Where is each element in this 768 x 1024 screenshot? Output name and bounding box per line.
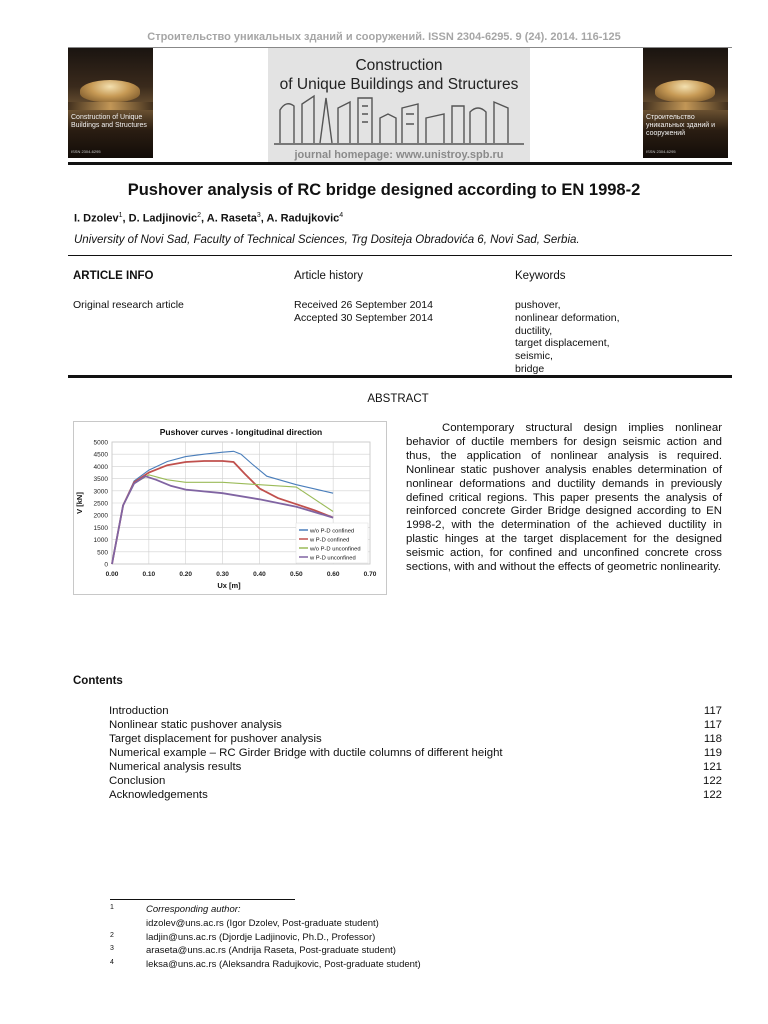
toc-entry[interactable]: Numerical analysis results 121 bbox=[109, 761, 722, 773]
article-history-heading: Article history bbox=[294, 270, 364, 282]
chart-title: Pushover curves - longitudinal direction bbox=[159, 427, 323, 437]
footnote-rule bbox=[110, 899, 295, 900]
footnote-email[interactable]: ladjin@uns.ac.rs (Djordje Ladjinovic, Ph.D., Professor) bbox=[146, 931, 376, 943]
keyword: pushover, bbox=[515, 299, 561, 311]
footnote-email[interactable]: idzolev@uns.ac.rs (Igor Dzolev, Post-graduate student) bbox=[146, 917, 379, 929]
x-tick-label: 0.10 bbox=[142, 571, 156, 578]
toc-entry[interactable]: Target displacement for pushover analysis 118 bbox=[109, 733, 722, 745]
journal-title bbox=[268, 56, 530, 94]
y-tick-label: 3000 bbox=[93, 488, 108, 496]
y-tick-label: 5000 bbox=[93, 439, 108, 447]
affiliation: University of Novi Sad, Faculty of Technical Sciences, Trg Dositeja Obradovića 6, Novi Sad, Serbia. bbox=[74, 234, 580, 246]
x-tick-label: 0.60 bbox=[326, 571, 340, 578]
legend-label: w P-D confined bbox=[310, 537, 350, 544]
accepted-date: Accepted 30 September 2014 bbox=[294, 311, 433, 324]
legend-label: w P-D unconfined bbox=[310, 555, 356, 562]
received-date: Received 26 September 2014 bbox=[294, 299, 433, 311]
keyword: ductility, bbox=[515, 324, 553, 337]
cover-left-text: Construction of Unique Buildings and Structures bbox=[71, 114, 147, 129]
pushover-chart-svg bbox=[74, 422, 386, 594]
author-list: I. Dzolev$^1$, D. Ladjinovic$^2$, A. Raseta$^3$, A. Radujkovic$^4$ bbox=[74, 212, 344, 225]
journal-title-line2: of Unique Buildings and Structures bbox=[279, 76, 519, 93]
header-bottom-rule bbox=[68, 162, 732, 165]
keyword: seismic, bbox=[515, 350, 553, 363]
y-tick-label: 4500 bbox=[93, 451, 108, 459]
x-tick-label: 0.00 bbox=[105, 571, 119, 578]
toc-entry[interactable]: Numerical example – RC Girder Bridge with ductile columns of different height 119 bbox=[109, 747, 722, 759]
author: I. Dzolev bbox=[74, 212, 119, 225]
y-tick-label: 500 bbox=[97, 549, 108, 557]
corresponding-author-label: Corresponding author: bbox=[146, 904, 241, 915]
journal-citation: Строительство уникальных зданий и сооружений. ISSN 2304-6295. 9 (24). 2014. 116-125 bbox=[147, 31, 621, 43]
abstract-text: Contemporary structural design implies nonlinear behavior of ductile members for design seismic action and thus, the application of nonlinear analysis is required. Nonlinear static pushover analysis enables determination of nonlinear deformations and ductility demands in previously defined critical regions. This paper presents the analysis of reinforced concrete Girder Bridge designed according to EN 1998-2, with the determination of the achieved ductility in plastic hinges at the target displacement for the designed seismic action, for confined and unconfined concrete cross sections, with and without the effects of geometric nonlinearity. bbox=[406, 422, 722, 574]
footnote-email[interactable]: araseta@uns.ac.rs (Andrija Raseta, Post-graduate student) bbox=[146, 945, 396, 957]
toc-entry[interactable]: Conclusion 122 bbox=[109, 775, 722, 787]
footnotes: 1 Corresponding author: idzolev@uns.ac.rs (Igor Dzolev, Post-graduate student) 2 ladjin@uns.ac.rs (Djordje Ladjinovic, Ph.D., Professor) 3 araseta@uns.ac.rs (Andrija Raseta, Post-graduate student) 4 leksa@uns.ac.rs (Aleksandra Radujkovic, Post-graduate student) bbox=[110, 903, 510, 972]
toc-entry[interactable]: Introduction 117 bbox=[109, 705, 722, 717]
stadium-dome-image bbox=[655, 80, 715, 102]
x-tick-label: 0.20 bbox=[179, 571, 193, 578]
author: A. Raseta bbox=[206, 212, 257, 225]
keyword: bridge bbox=[515, 362, 545, 375]
abstract-heading: ABSTRACT bbox=[367, 393, 429, 405]
cover-right-issn: ISSN 2304-6295 bbox=[646, 149, 676, 154]
y-tick-label: 2000 bbox=[93, 512, 108, 520]
author: D. Ladjinovic bbox=[128, 212, 198, 225]
y-tick-label: 4000 bbox=[93, 463, 108, 471]
author: A. Radujkovic bbox=[266, 212, 340, 225]
y-tick-label: 2500 bbox=[93, 500, 108, 508]
paper-title: Pushover analysis of RC bridge designed according to EN 1998-2 bbox=[127, 181, 641, 199]
footnote-email[interactable]: leksa@uns.ac.rs (Aleksandra Radujkovic, Post-graduate student) bbox=[146, 959, 421, 971]
y-tick-label: 1500 bbox=[93, 524, 108, 532]
cover-right-text: Строительство уникальных зданий и сооружений bbox=[646, 114, 716, 137]
keyword: target displacement, bbox=[515, 337, 610, 350]
cover-left-issn: ISSN 2304-6295 bbox=[71, 149, 101, 154]
contents-heading: Contents bbox=[73, 675, 123, 687]
legend-label: w/o P-D confined bbox=[310, 528, 355, 535]
info-top-rule bbox=[68, 255, 732, 256]
table-of-contents bbox=[109, 704, 722, 802]
y-tick-label: 1000 bbox=[93, 537, 108, 545]
x-axis-label: Ux [m] bbox=[217, 581, 241, 590]
journal-cover-left bbox=[68, 48, 153, 158]
article-type: Original research article bbox=[73, 299, 184, 311]
keyword: nonlinear deformation, bbox=[515, 311, 620, 324]
pushover-chart bbox=[73, 421, 387, 595]
y-tick-label: 0 bbox=[104, 561, 108, 569]
x-tick-label: 0.40 bbox=[253, 571, 266, 578]
x-tick-label: 0.50 bbox=[289, 571, 303, 578]
keyword-list bbox=[515, 299, 619, 376]
x-tick-label: 0.70 bbox=[363, 571, 377, 578]
stadium-dome-image bbox=[80, 80, 140, 102]
x-tick-label: 0.30 bbox=[216, 571, 229, 578]
keywords-heading: Keywords bbox=[515, 270, 566, 282]
toc-entry[interactable]: Acknowledgements 122 bbox=[109, 789, 722, 801]
journal-cover-right bbox=[643, 48, 728, 158]
toc-entry[interactable]: Nonlinear static pushover analysis 117 bbox=[109, 719, 722, 731]
info-bottom-rule bbox=[68, 375, 732, 378]
journal-title-line1: Construction bbox=[355, 57, 443, 74]
article-history bbox=[294, 299, 433, 325]
y-tick-label: 3500 bbox=[93, 476, 108, 484]
legend-label: w/o P-D unconfined bbox=[310, 546, 361, 553]
article-info-heading: ARTICLE INFO bbox=[73, 270, 154, 282]
y-axis-label: V [kN] bbox=[75, 492, 84, 514]
journal-homepage-link[interactable]: journal homepage: www.unistroy.spb.ru bbox=[294, 149, 504, 161]
